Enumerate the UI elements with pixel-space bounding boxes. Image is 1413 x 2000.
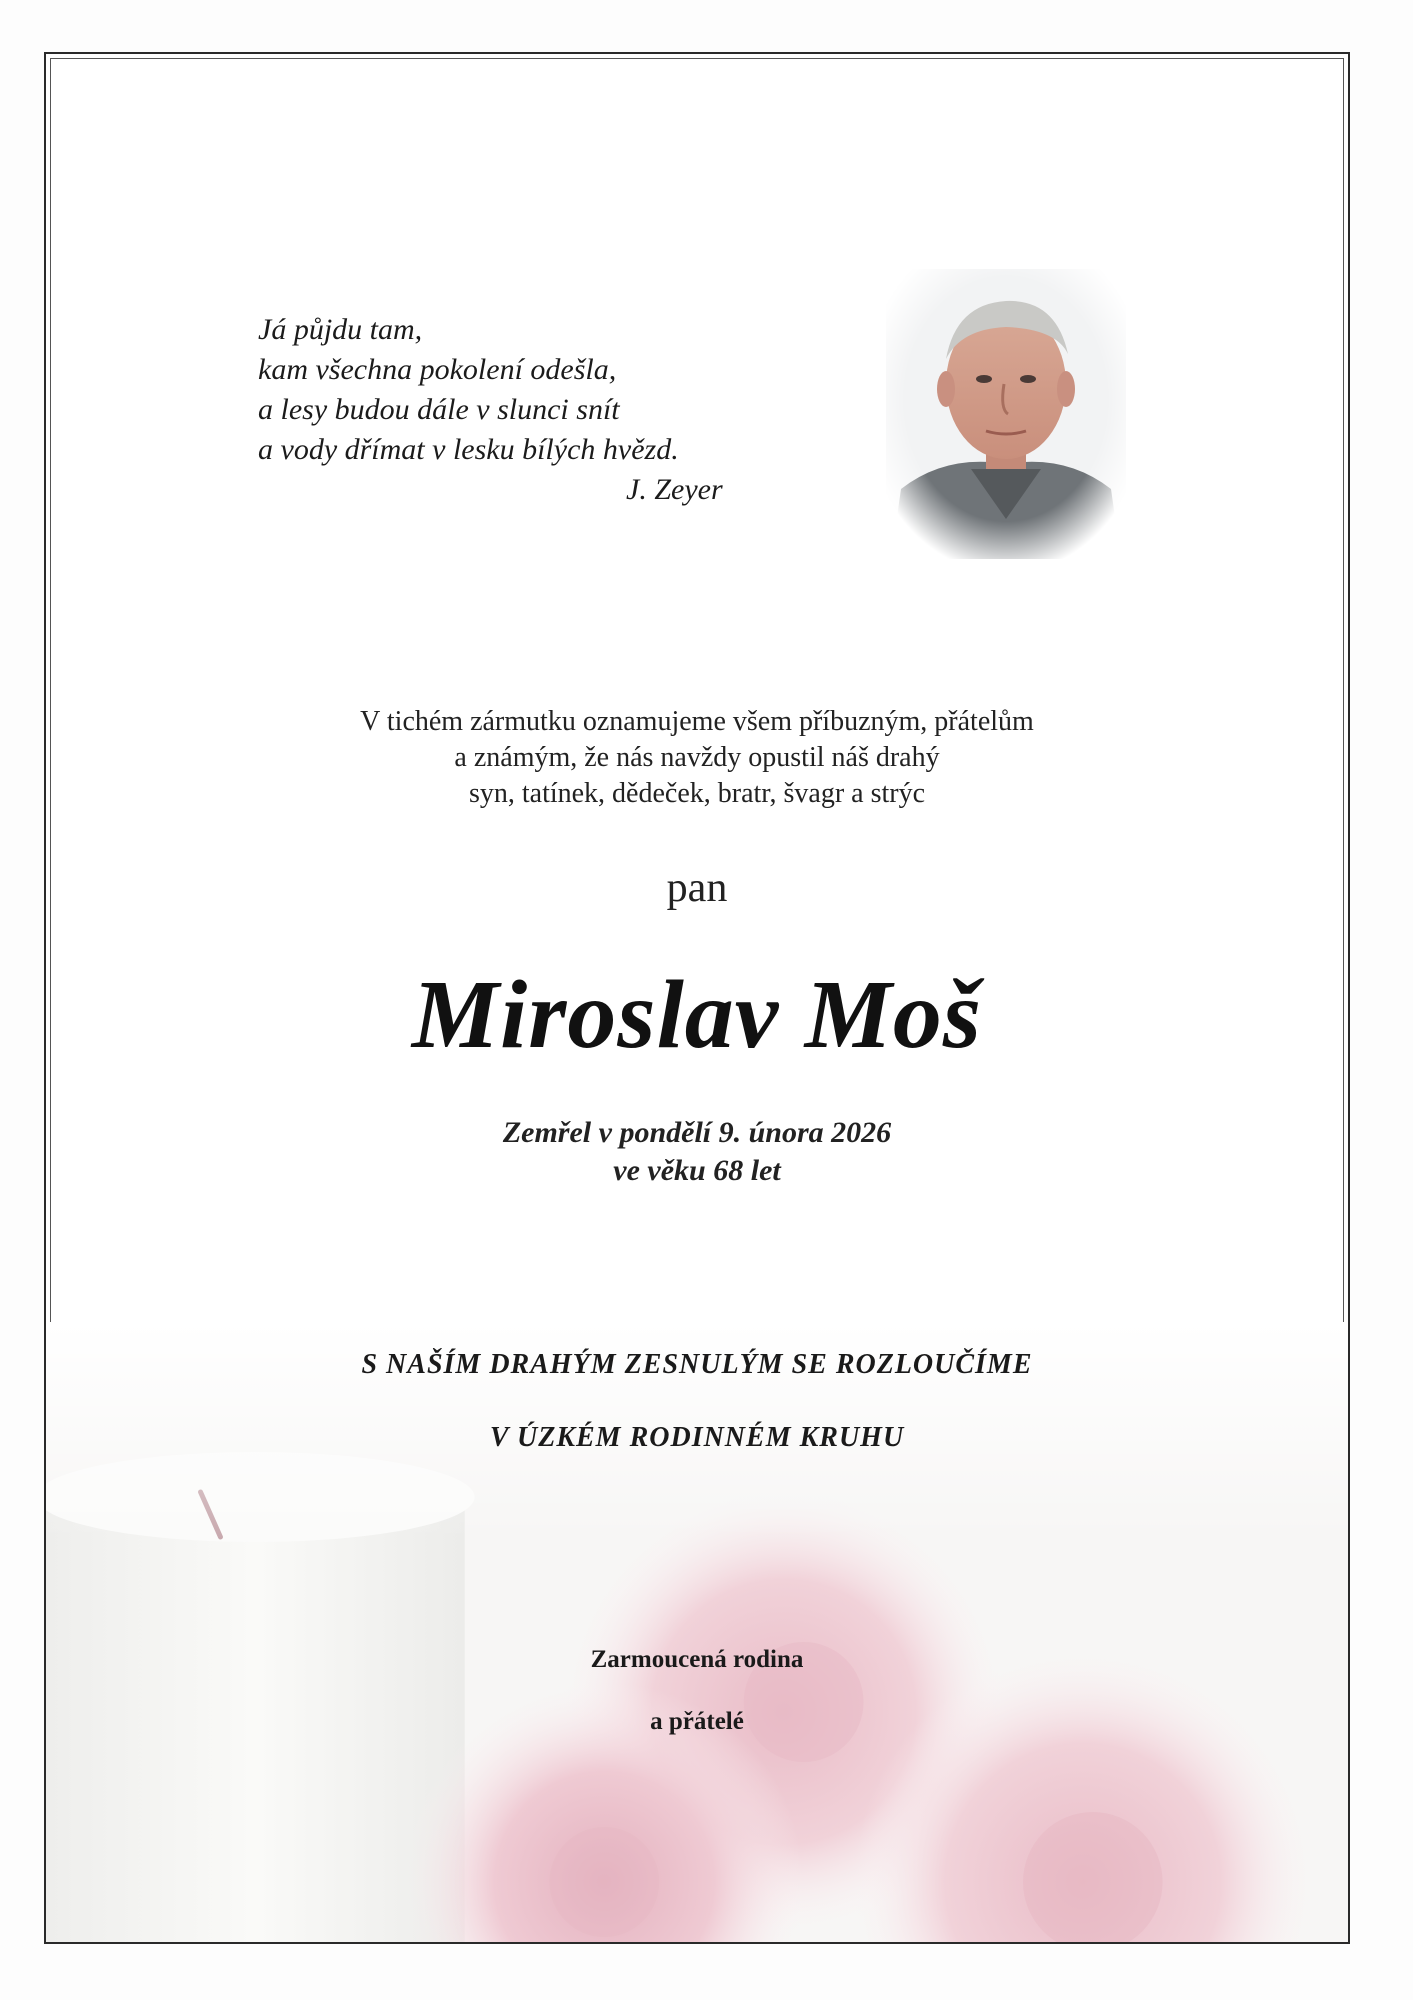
death-date: Zemřel v pondělí 9. února 2026: [502, 1116, 892, 1149]
poem-line: a vody dřímat v lesku bílých hvězd.: [258, 433, 679, 466]
signature-friends: a přátelé: [650, 1708, 744, 1735]
announcement-line: a známým, že nás navždy opustil náš drahý: [454, 742, 940, 773]
announcement-text: [46, 704, 1348, 812]
honorific: pan: [666, 865, 728, 911]
poem-block: [258, 310, 723, 510]
signature-family: Zarmoucená rodina: [590, 1646, 804, 1673]
poem-line: Já půjdu tam,: [258, 313, 423, 346]
deceased-name: Miroslav Moš: [411, 961, 983, 1069]
portrait-photo: [886, 269, 1126, 559]
farewell-line-2: V ÚZKÉM RODINNÉM KRUHU: [489, 1422, 905, 1453]
candle-roses-background: [46, 1322, 1348, 1942]
obituary-frame: [44, 52, 1350, 1944]
poem-line: a lesy budou dále v slunci snít: [258, 393, 620, 426]
death-age: ve věku 68 let: [613, 1154, 781, 1187]
announcement-line: syn, tatínek, dědeček, bratr, švagr a strýc: [468, 778, 926, 809]
death-info: [46, 1114, 1348, 1190]
poem-line: kam všechna pokolení odešla,: [258, 353, 617, 386]
farewell-line-1: S NAŠÍM DRAHÝM ZESNULÝM SE ROZLOUČÍME: [361, 1349, 1033, 1380]
poem-author: J. Zeyer: [626, 473, 723, 506]
announcement-line: V tichém zármutku oznamujeme všem příbuzným, přátelům: [360, 706, 1034, 737]
